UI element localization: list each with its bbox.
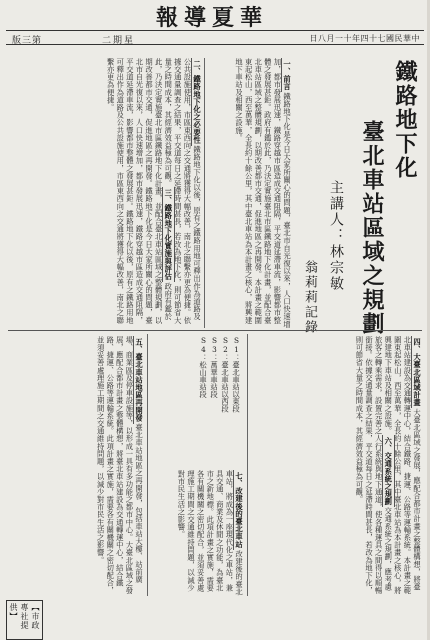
paragraph: 鐵路地下化是今日大家所關心的問題，臺北市自光復以來，人口快速增加，都市發展迅速，鐵路穿越市區造成交通阻隔，平交道延滯車流，影響都市整體之發展甚鉅。 (125, 58, 155, 325)
article-column (250, 336, 422, 596)
legend-item: S1：臺北車站以東段 (232, 336, 241, 413)
paragraph: 依據交通量調查之結果，平交道每日之延滯時間甚長，若改為地下化，則可節省大量之時間成本，其經濟效益極為可觀。 (164, 58, 193, 325)
section-heading: 五、臺北車站地區再開發 (135, 338, 144, 422)
legend-item: S2：臺北車站以西段 (221, 336, 230, 413)
paragraph: 此項計畫之實施，需要各有關機關之密切配合，並須妥善處理施工期間之交通維持問題，以減少對市民生活之影響。 (177, 470, 216, 592)
section-heading: 二、鐵路地下化之必要性 (193, 60, 202, 144)
paragraph: 交通系統之規劃，應考慮旅客之轉乘需求，設置完善之人行系統與地下通道，使各種運具之間得以順暢銜接。 (365, 336, 394, 595)
paragraph: 臺北車站地區之再開發，包括車站大樓、站前廣場、商業區及停車設施等，以形成一具有多功能之都市中心。 (125, 336, 144, 584)
paragraph: 本計畫之範圍東起松山，西至萬華，全長約十餘公里，其中臺北車站為本計畫之核心，將興建地下車站及相關之設施。 (235, 58, 264, 325)
headline-main: 鐵路地下化 (392, 60, 418, 180)
section-heading: 七、改建後的臺北車站 (235, 472, 244, 548)
issue-date: 日八月一十年四十七國民華中 (309, 34, 420, 43)
column-divider (247, 334, 248, 596)
section-heading: 六、交通系統之規劃 (384, 436, 394, 506)
byline-recorder: 翁莉莉記錄 (302, 260, 317, 335)
section-heading: 三、鐵路地下化實施與評估 (164, 189, 174, 281)
paper-title: 報導夏華 (156, 5, 269, 31)
paragraph: 本計畫之範圍東起松山，西至萬華，全長約十餘公里，其中臺北車站為本計畫之核心，將興建地下車站及相關之設施。 (384, 336, 413, 595)
masthead (6, 6, 424, 52)
legend-item: S3：萬華車站段 (210, 336, 219, 398)
column-divider (204, 58, 205, 328)
source-credit: 【市政專社提供】 (6, 600, 43, 640)
paragraph: 鐵路地下化以後，原有之鐵路用地可釋出作為道路及公共設施使用，市區東西向之交通將獲得大幅改善，南北之聯繫亦更為便捷。 (106, 58, 135, 324)
paragraph: 改建後的臺北車站，將成為一座現代化之車站，兼具交通、商業及休閒之功能，為臺北市之新地標。 (206, 470, 244, 596)
section-heading: 一、前言 (283, 60, 292, 91)
article-column (206, 58, 292, 328)
paragraph: 依據交通量調查之結果，平交道每日之延滯時間甚長，若改為地下化，則可節省大量之時間成本，其經濟效益極為可觀。 (355, 336, 375, 595)
paragraph: 大臺北區域之發展，應配合都市計畫之整體構想，將臺北車站建設為交通轉運中心，結合鐵路、捷運、公路等運輸系統。 (106, 336, 135, 595)
paragraph: 鐵路地下化是今日大家所關心的問題，臺北市自光復以來，人口快速增加，都市發展迅速，鐵路穿越市區造成交通阻隔，平交道延滯車流，影響都市整體之發展甚鉅。 (263, 58, 292, 328)
station-legend (150, 336, 242, 466)
article-column (150, 470, 244, 596)
article-column (8, 58, 202, 326)
paragraph: 鐵路地下化以後，原有之鐵路用地可釋出作為道路及公共設施使用，市區東西向之交通將獲得大幅改善，南北之聯繫亦更為便捷。 (183, 58, 202, 321)
headline-sub: 臺北車站區域之規劃 (359, 120, 385, 336)
column-divider (8, 330, 422, 331)
section-heading: 四、大臺北區域計畫 (413, 338, 422, 407)
paragraph: 大臺北區域之發展，應配合都市計畫之整體構想，將臺北車站建設為交通轉運中心，結合鐵路、捷運、公路等運輸系統。 (403, 336, 422, 591)
byline-speaker: 主講人：林宗敏 (328, 180, 344, 292)
paragraph: 政府有鑑於此，乃決定實施臺北市區鐵路地下化計畫，並配合臺北車站區域之整體規劃，以期改善都市交通，促進地區之再開發。 (145, 58, 174, 324)
edition-label: 版三第 (12, 36, 43, 46)
paragraph: 此項計畫之實施，需要各有關機關之密切配合，並須妥善處理施工期間之交通維持問題，以減少對市民生活之影響。 (96, 336, 116, 595)
article-column (26, 336, 144, 596)
masthead-rule (6, 44, 424, 45)
weekday-label: 二期星 (102, 36, 136, 46)
legend-item: S4：松山車站段 (199, 336, 208, 398)
paragraph: 政府有鑑於此，乃決定實施臺北市區鐵路地下化計畫，並配合臺北車站區域之整體規劃，以期改善都市交通，促進地區之再開發。 (254, 58, 273, 325)
column-divider (147, 334, 148, 596)
